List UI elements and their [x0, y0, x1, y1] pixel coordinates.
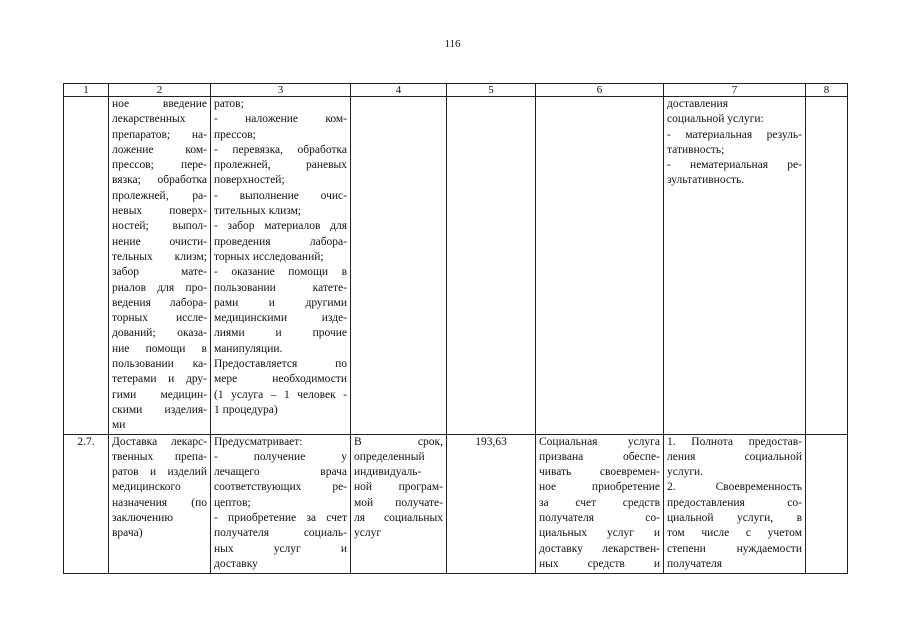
text-line: получателя [667, 557, 722, 570]
text-line: забор мате- [112, 266, 207, 279]
text-line: определенный [354, 450, 425, 463]
text-line: - материальная резуль- [667, 128, 802, 141]
text-line: риалов для про- [112, 281, 207, 294]
text-line: препаратов; на- [112, 128, 207, 141]
text-line: ратов; [214, 98, 244, 110]
text-line: пользовании ка- [112, 358, 207, 371]
text-line: - забор материалов для [214, 220, 347, 233]
text-line: торных иссле- [112, 312, 207, 325]
text-line: - оказание помощи в [214, 266, 347, 279]
text-line: соответствующих ре- [214, 481, 347, 494]
text-line: назначения (по [112, 496, 207, 509]
text-line: пролежней, раневых [214, 159, 347, 172]
services-table [63, 83, 848, 574]
text-line: доставку лекарствен- [539, 542, 660, 555]
text-line: заключению [112, 512, 173, 525]
text-line: тельных клизм; [112, 250, 207, 263]
text-line: тительных клизм; [214, 205, 302, 218]
text-line: проведения лабора- [214, 235, 347, 248]
page-number: 116 [444, 38, 461, 50]
text-line: лечащего врача [214, 466, 347, 479]
column-header: 6 [536, 84, 664, 97]
text-line: тетерами и дру- [112, 373, 207, 386]
text-line: пользовании катете- [214, 281, 347, 294]
text-line: ностей; выпол- [112, 220, 207, 233]
text-line: ных средств и [539, 557, 660, 570]
column-header: 1 [64, 84, 109, 97]
row-number [64, 97, 109, 435]
text-line: за счет средств [539, 496, 660, 509]
text-line: - выполнение очис- [214, 189, 347, 202]
text-line: ной програм- [354, 481, 443, 494]
text-line: ведения лабора- [112, 296, 207, 309]
text-line: врача) [112, 527, 143, 540]
text-line: твенных препа- [112, 450, 207, 463]
text-line: (1 услуга – 1 человек - [214, 388, 347, 401]
text-line: рами и другими [214, 296, 347, 309]
column-header: 2 [109, 84, 211, 97]
text-line: ных услуг и [214, 542, 347, 555]
text-line: невых поверх- [112, 205, 207, 218]
text-line: прессов; пере- [112, 159, 207, 172]
service-conditions-cell [536, 97, 664, 435]
text-line: - получение у [214, 450, 347, 463]
text-line: Доставка лекарс- [112, 435, 207, 448]
service-conditions-cell [536, 434, 664, 573]
text-line: дований; оказа- [112, 327, 207, 340]
text-line: вязка; обработка [112, 174, 207, 187]
text-line: циальной услуги, в [667, 512, 802, 525]
text-line: лиями и прочие [214, 327, 347, 340]
text-line: медицинскими изде- [214, 312, 347, 325]
text-line: чивать своевремен- [539, 466, 660, 479]
text-line: манипуляции. [214, 342, 283, 355]
text-line: Социальная услуга [539, 435, 660, 448]
text-line: В срок, [354, 435, 443, 448]
service-term-cell [351, 97, 447, 435]
quality-indicators-cell [664, 97, 806, 435]
text-line: ления социальной [667, 450, 802, 463]
text-line: поверхностей; [214, 174, 285, 187]
text-line: - приобретение за счет [214, 512, 347, 525]
tariff-cell [447, 97, 536, 435]
text-line: ние помощи в [112, 342, 207, 355]
text-line: циальных услуг и [539, 527, 660, 540]
service-name-cell [109, 434, 211, 573]
column-header: 3 [211, 84, 351, 97]
text-line: мой получате- [354, 496, 443, 509]
text-line: - наложение ком- [214, 113, 347, 126]
text-line: нение очисти- [112, 235, 207, 248]
text-line: получателя со- [539, 512, 660, 525]
column-number-row [64, 84, 848, 97]
text-line: тативность; [667, 143, 725, 156]
text-line: социальной услуги: [667, 113, 764, 126]
text-line: 2. Своевременность [667, 481, 802, 494]
text-line: медицинского [112, 481, 181, 494]
service-name-cell [109, 97, 211, 435]
text-line: скими изделия- [112, 403, 207, 416]
text-line: призвана обеспе- [539, 450, 660, 463]
text-line: ми [112, 419, 126, 432]
text-line: прессов; [214, 128, 256, 141]
text-line: индивидуаль- [354, 466, 422, 479]
text-line: гими медицин- [112, 388, 207, 401]
text-line: - перевязка, обработка [214, 143, 347, 156]
text-line: цептов; [214, 496, 251, 509]
text-line: Предоставляется по [214, 358, 347, 371]
column-header: 5 [447, 84, 536, 97]
text-line: пролежней, ра- [112, 189, 207, 202]
text-line: ное приобретение [539, 481, 660, 494]
text-line: услуги. [667, 466, 704, 479]
text-line: доставку [214, 557, 258, 570]
text-line: зультативность. [667, 174, 745, 187]
text-line: том числе с учетом [667, 527, 802, 540]
service-description-cell [211, 97, 351, 435]
column-header: 7 [664, 84, 806, 97]
text-line: - нематериальная ре- [667, 159, 802, 172]
service-description-cell [211, 434, 351, 573]
text-line: степени нуждаемости [667, 542, 802, 555]
text-line: услуг [354, 527, 382, 540]
text-line: 1 процедура) [214, 403, 278, 416]
text-line: ное введение [112, 98, 207, 110]
text-line: 1. Полнота предостав- [667, 435, 802, 448]
text-line: получателя социаль- [214, 527, 347, 540]
text-line: ложение ком- [112, 143, 207, 156]
text-line: Предусматривает: [214, 435, 303, 448]
text-line: ля социальных [354, 512, 443, 525]
text-line: доставления [667, 98, 728, 110]
service-term-cell [351, 434, 447, 573]
text-line: лекарственных [112, 113, 186, 126]
quality-indicators-cell [664, 434, 806, 573]
notes-cell [806, 97, 848, 435]
notes-cell [806, 434, 848, 573]
text-line: предоставления со- [667, 496, 802, 509]
text-line: торных исследований; [214, 250, 324, 263]
row-number: 2.7. [64, 434, 109, 573]
text-line: ратов и изделий [112, 466, 207, 479]
table-row [64, 97, 848, 435]
column-header: 8 [806, 84, 848, 97]
tariff-cell: 193,63 [447, 434, 536, 573]
column-header: 4 [351, 84, 447, 97]
table-row [64, 434, 848, 573]
text-line: мере необходимости [214, 373, 347, 386]
